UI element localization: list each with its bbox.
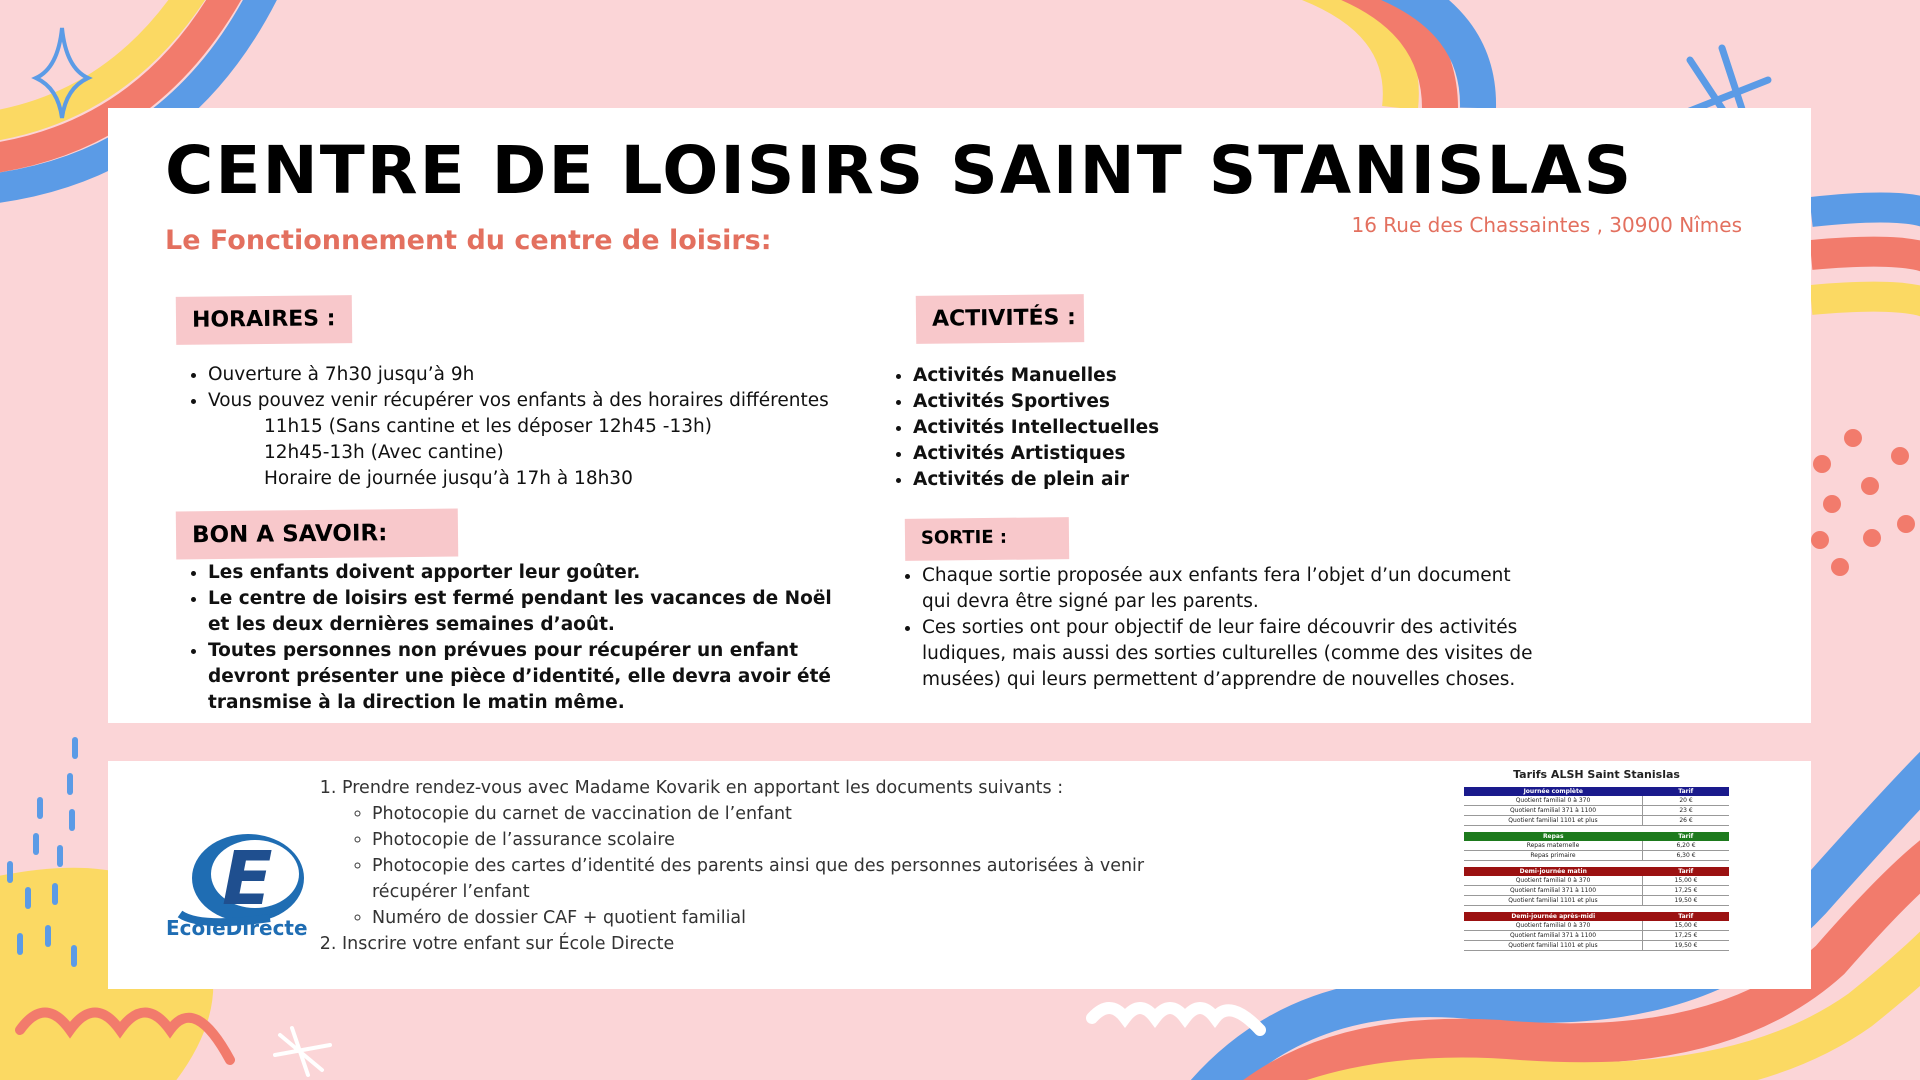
table-row [1464,876,1729,886]
logo-name: EcoleDirecte [166,916,308,940]
tariff-price: 6,20 € [1643,841,1730,851]
tariff-price: 15,00 € [1643,876,1730,886]
list-item: • Ouverture à 7h30 jusqu’à 9h [208,362,868,388]
white-sparkle-icon [275,1028,330,1075]
tariff-price: 6,30 € [1643,851,1730,861]
tariff-label: Quotient familial 371 à 1100 [1464,886,1643,896]
dots-right [1811,429,1915,576]
tariff-label: Quotient familial 1101 et plus [1464,941,1643,951]
tariff-price: 23 € [1643,806,1730,816]
tariff-section [1464,912,1729,951]
tariff-sections [1464,787,1729,951]
horaire-sub-line: 12h45-13h (Avec cantine) [264,442,504,463]
table-row [1464,896,1729,906]
table-row [1464,806,1729,816]
tariff-price: 20 € [1643,796,1730,806]
document-item: ◦ Photocopie du carnet de vaccination de l’enfant [372,801,1232,827]
tariff-label: Repas maternelle [1464,841,1643,851]
tariff-section [1464,787,1729,826]
list-item: • Les enfants doivent apporter leur goûter. [208,560,848,586]
sortie-list [896,563,1542,693]
table-row [1464,886,1729,896]
tariff-table [1464,764,1729,984]
tariff-col-label: Tarif [1643,787,1730,796]
tariff-section [1464,832,1729,861]
table-row [1464,851,1729,861]
activites-tag: ACTIVITÉS : [916,294,1084,344]
tariff-label: Quotient familial 0 à 370 [1464,921,1643,931]
tariff-label: Quotient familial 0 à 370 [1464,796,1643,806]
table-row [1464,921,1729,931]
page-title: CENTRE DE LOISIRS SAINT STANISLAS [165,132,1634,209]
tariff-label: Repas primaire [1464,851,1643,861]
tariff-label: Quotient familial 0 à 370 [1464,876,1643,886]
bon-a-savoir-list [182,560,848,716]
list-item: • Ces sorties ont pour objectif de leur faire découvrir des activités ludiques, mais aussi des sorties culturelles (comme des visites de musées) qui leurs permettent d’apprendre de nouvelles choses. [922,615,1542,693]
tariff-price: 17,25 € [1643,931,1730,941]
tariff-col-label: Tarif [1643,832,1730,841]
tariff-section-name: Demi-journée après-midi [1464,912,1643,921]
document-item: ◦ Numéro de dossier CAF + quotient familial [372,905,1232,931]
table-row [1464,931,1729,941]
list-item: • Vous pouvez venir récupérer vos enfants à des horaires différentes 11h15 (Sans cantine et les déposer 12h45 -13h) 12h45-13h (Avec cantine) Horaire de journée jusqu’à 17h à 18h30 [208,388,868,492]
document-item: ◦ Photocopie des cartes d’identité des parents ainsi que des personnes autorisées à venir récupérer l’enfant [372,853,1232,905]
list-item: • Toutes personnes non prévues pour récupérer un enfant devront présenter une pièce d’identité, elle devra avoir été transmise à la direction le matin même. [208,638,848,716]
tariff-section-name: Demi-journée matin [1464,867,1643,876]
horaire-sub-line: Horaire de journée jusqu’à 17h à 18h30 [264,468,633,489]
tariff-header-row [1464,912,1729,921]
tariff-header-row [1464,787,1729,796]
page-subtitle: Le Fonctionnement du centre de loisirs: [165,225,772,256]
list-item: • Chaque sortie proposée aux enfants fera l’objet d’un document qui devra être signé par les parents. [922,563,1542,615]
list-item: • Activités Manuelles [913,363,1313,389]
horaire-sub-line: 11h15 (Sans cantine et les déposer 12h45 -13h) [264,416,712,437]
inscription-steps [328,775,1232,957]
list-item: • Activités Intellectuelles [913,415,1313,441]
tariff-title: Tarifs ALSH Saint Stanislas [1513,768,1680,781]
tariff-price: 15,00 € [1643,921,1730,931]
tariff-label: Quotient familial 1101 et plus [1464,816,1643,826]
horaires-tag: HORAIRES : [176,295,352,345]
horaires-list [182,362,868,492]
address: 16 Rue des Chassaintes , 30900 Nîmes [1351,213,1742,237]
list-item: • Le centre de loisirs est fermé pendant les vacances de Noël et les deux dernières semaines d’août. [208,586,848,638]
tariff-label: Quotient familial 371 à 1100 [1464,931,1643,941]
rainbow-right [1811,208,1920,311]
tariff-price: 17,25 € [1643,886,1730,896]
list-item: • Activités Artistiques [913,441,1313,467]
tariff-price: 19,50 € [1643,896,1730,906]
tariff-header-row [1464,832,1729,841]
table-row [1464,941,1729,951]
table-row [1464,841,1729,851]
logo-letter: E [222,836,273,922]
tariff-price: 26 € [1643,816,1730,826]
rainbow-top-right [1300,0,1478,108]
bon-a-savoir-tag: BON A SAVOIR: [176,509,458,560]
table-row [1464,796,1729,806]
tariff-col-label: Tarif [1643,912,1730,921]
tariff-section-name: Journée complète [1464,787,1643,796]
step-item: 2. Inscrire votre enfant sur École Directe [342,931,1232,957]
tariff-price: 19,50 € [1643,941,1730,951]
tariff-col-label: Tarif [1643,867,1730,876]
tariff-label: Quotient familial 371 à 1100 [1464,806,1643,816]
tariff-section-name: Repas [1464,832,1643,841]
list-item: • Activités de plein air [913,467,1313,493]
document-item: ◦ Photocopie de l’assurance scolaire [372,827,1232,853]
table-row [1464,816,1729,826]
sortie-tag: SORTIE : [905,517,1069,561]
activites-list [887,363,1313,493]
list-item: • Activités Sportives [913,389,1313,415]
white-squiggle [1092,1008,1260,1030]
tariff-label: Quotient familial 1101 et plus [1464,896,1643,906]
tariff-section [1464,867,1729,906]
tariff-header-row [1464,867,1729,876]
step-item: 1. Prendre rendez-vous avec Madame Kovarik en apportant les documents suivants : ◦ Photocopie du carnet de vaccination de l’enfant ◦ Photocopie de l’assurance scolaire ◦ Photocopie des cartes d’identité des parents ainsi que des personnes autorisées à venir récupérer l’enfant ◦ Numéro de dossier CAF + quotient familial [342,775,1232,931]
